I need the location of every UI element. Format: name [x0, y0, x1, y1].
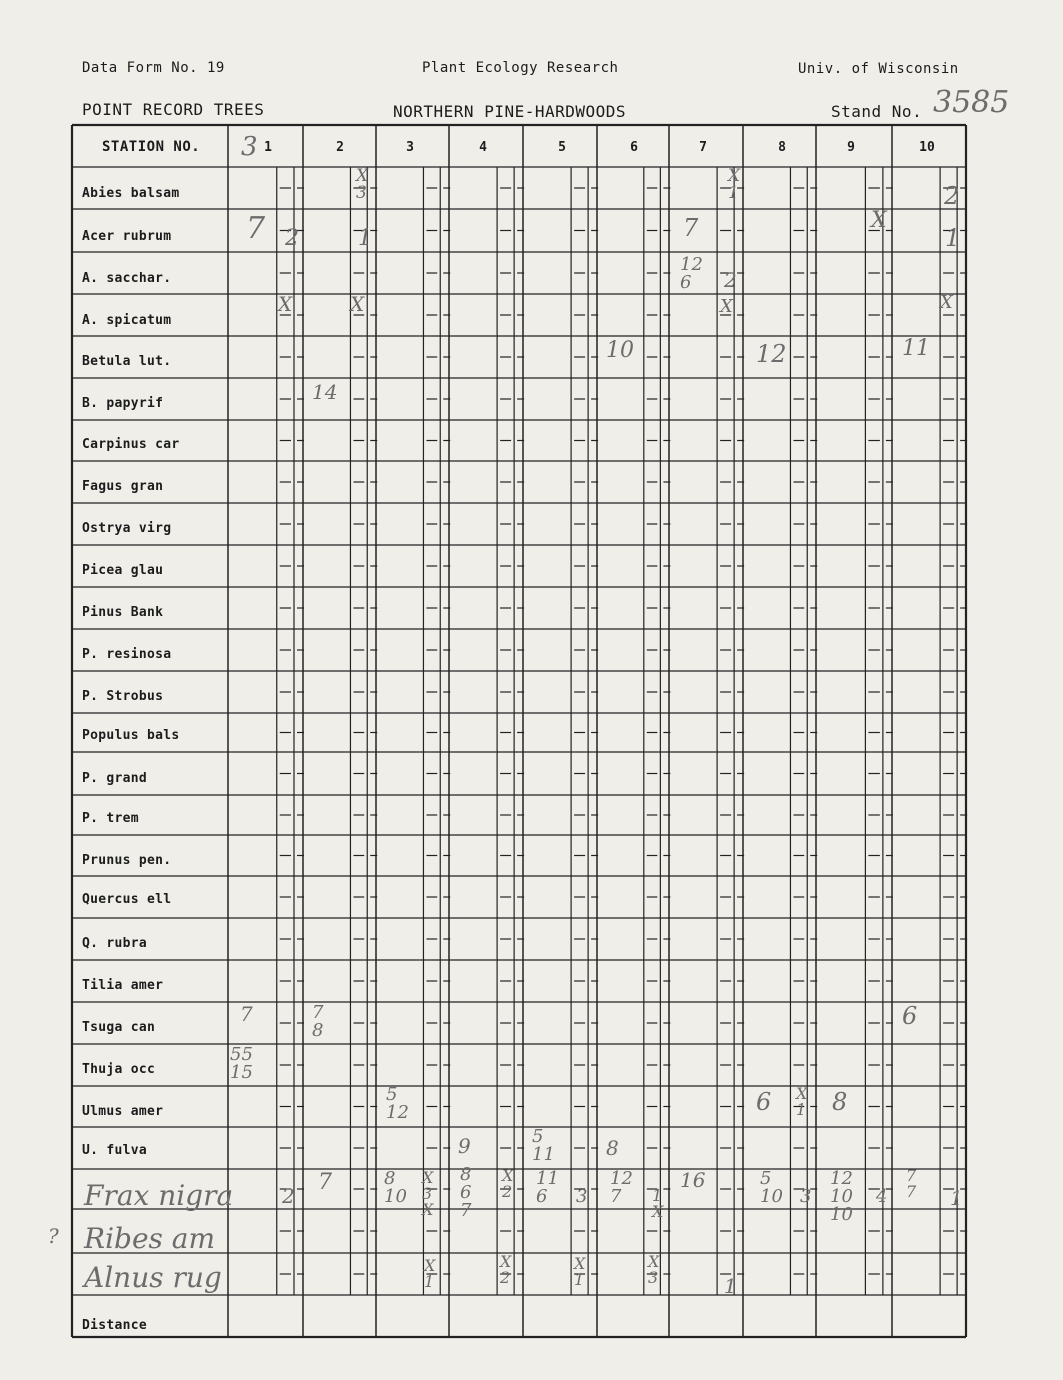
entry-frax-c2: 7 — [318, 1170, 332, 1195]
entry-frax-c3: 8 10 — [384, 1168, 407, 1207]
entry-betula-c8: 12 — [756, 340, 787, 368]
entry-abies-c2: X 3 — [356, 166, 369, 203]
column-10: 10 — [919, 140, 935, 155]
entry-tsuga-c1: 7 — [240, 1002, 253, 1026]
species-label: Fagus gran — [82, 479, 164, 494]
entry-tsuga-c10: 6 — [902, 1002, 918, 1030]
entry-frax-c5: 11 6 — [536, 1168, 559, 1207]
university: Univ. of Wisconsin — [798, 61, 959, 77]
species-label: Q. rubra — [82, 936, 148, 951]
entry-abies-c10: 2 — [944, 182, 960, 210]
species-label: Thuja occ — [82, 1062, 156, 1077]
entry-fulva-c4: 9 — [458, 1134, 471, 1158]
species-label: P. Strobus — [82, 689, 164, 704]
column-4: 4 — [479, 140, 487, 155]
species-label: Pinus Bank — [82, 605, 164, 620]
question-mark: ? — [48, 1224, 59, 1248]
species-label: Picea glau — [82, 563, 164, 578]
entry-alnus-c6: X 3 — [648, 1252, 660, 1287]
entry-frax-c6b: 1 X — [652, 1186, 664, 1221]
entry-acer-c7: 7 — [683, 214, 699, 242]
handwritten-species-ribes: Ribes am — [84, 1222, 216, 1255]
entry-spicatum-c2: X — [350, 292, 365, 316]
entry-alnus-c4: X 2 — [500, 1252, 512, 1287]
entry-frax-c6: 12 7 — [610, 1168, 633, 1207]
station-header: STATION NO. — [102, 139, 201, 155]
entry-tsuga-c2: 7 8 — [312, 1002, 324, 1041]
species-label: P. trem — [82, 811, 139, 826]
entry-frax-c3b: X 3 X — [422, 1168, 434, 1219]
species-label: P. grand — [82, 771, 148, 786]
entry-alnus-c5: X 1 — [574, 1254, 586, 1289]
species-label: Ostrya virg — [82, 521, 172, 536]
species-label: Populus bals — [82, 728, 180, 743]
species-label: Tilia amer — [82, 978, 164, 993]
entry-frax-c7: 16 — [680, 1168, 706, 1192]
entry-frax-c10: 7 7 — [906, 1166, 917, 1201]
entry-frax-c9: 12 10 10 — [830, 1168, 853, 1225]
entry-ulmus-c9: 8 — [832, 1088, 848, 1116]
entry-spicatum-c1: X — [278, 292, 293, 316]
species-label: Ulmus amer — [82, 1104, 164, 1119]
entry-betula-c10: 11 — [902, 336, 930, 361]
column-1: 1 — [264, 140, 272, 155]
handwritten-species-frax: Frax nigra — [84, 1179, 234, 1212]
entry-fulva-c5: 5 11 — [532, 1126, 555, 1165]
species-label: Quercus ell — [82, 892, 172, 907]
form-title: POINT RECORD TREES — [82, 100, 265, 119]
entry-sacchar-c7b: 2 — [724, 268, 737, 292]
column-3: 3 — [406, 140, 414, 155]
species-label: A. sacchar. — [82, 271, 172, 286]
species-label: Abies balsam — [82, 186, 180, 201]
entry-frax-c4b: X 2 — [502, 1166, 514, 1201]
species-label: Acer rubrum — [82, 229, 172, 244]
entry-acer-c2: 1 — [358, 226, 372, 251]
entry-frax-c8: 5 10 — [760, 1168, 783, 1207]
entry-acer-c9: X — [871, 208, 887, 233]
stand-number-handwritten: 3585 — [933, 85, 1010, 120]
entry-frax-c5b: 3 — [576, 1186, 588, 1207]
entry-papyrif-c2: 14 — [312, 380, 338, 404]
species-label: B. papyrif — [82, 396, 164, 411]
form-number: Data Form No. 19 — [82, 60, 225, 76]
species-label: Tsuga can — [82, 1020, 156, 1035]
entry-frax-c10b: 1 — [950, 1186, 963, 1210]
distance-label: Distance — [82, 1318, 148, 1333]
stand-label: Stand No. — [831, 102, 923, 121]
species-label: P. resinosa — [82, 647, 172, 662]
organization: Plant Ecology Research — [422, 60, 619, 76]
species-label: A. spicatum — [82, 313, 172, 328]
species-label: Prunus pen. — [82, 853, 172, 868]
column-5: 5 — [558, 140, 566, 155]
entry-acer-c1b: 2 — [285, 226, 299, 251]
entry-ulmus-c8b: X 1 — [796, 1084, 808, 1119]
column-6: 6 — [630, 140, 638, 155]
entry-abies-c7: X 1 — [728, 166, 741, 203]
column-2: 2 — [336, 140, 344, 155]
entry-betula-c6: 10 — [606, 338, 634, 363]
entry-frax-c9b: 4 — [876, 1186, 888, 1207]
entry-sacchar-c7: 12 6 — [680, 254, 703, 293]
entry-frax-c4: 8 6 7 — [460, 1164, 472, 1221]
species-label: Carpinus car — [82, 437, 180, 452]
entry-fulva-c6: 8 — [606, 1136, 619, 1160]
entry-acer-c10: 1 — [945, 224, 961, 252]
entry-frax-c1: 2 — [282, 1184, 295, 1208]
forest-type: NORTHERN PINE-HARDWOODS — [393, 102, 627, 121]
handwritten-species-alnus: Alnus rug — [84, 1261, 222, 1294]
entry-ulmus-c8: 6 — [756, 1088, 772, 1116]
entry-ulmus-c3: 5 12 — [386, 1084, 409, 1123]
column-9: 9 — [847, 140, 855, 155]
entry-thuja-c1: 55 15 — [230, 1044, 253, 1083]
entry-frax-c8b: 3 — [800, 1186, 812, 1207]
entry-spicatum-c7: X — [720, 296, 733, 317]
entry-acer-c1: 7 — [246, 211, 266, 246]
station-1-number: 3 — [241, 132, 258, 162]
species-label: U. fulva — [82, 1143, 148, 1158]
entry-alnus-c7: 1 — [724, 1274, 737, 1298]
column-7: 7 — [699, 140, 707, 155]
entry-spicatum-c10: X — [940, 292, 953, 313]
entry-alnus-c3: X 1 — [424, 1256, 436, 1291]
column-8: 8 — [778, 140, 786, 155]
species-label: Betula lut. — [82, 354, 172, 369]
